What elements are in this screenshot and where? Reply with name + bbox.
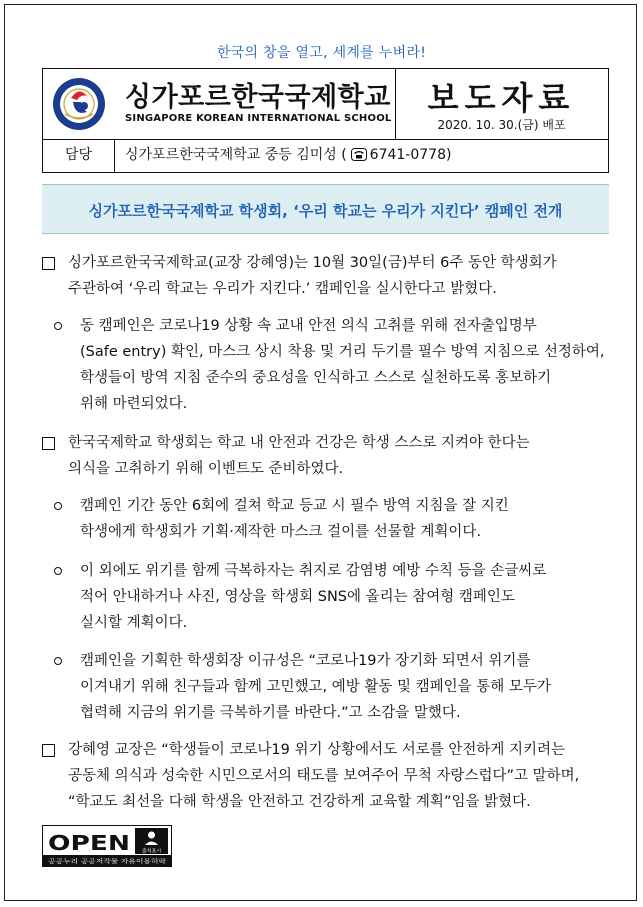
school-name-korean: 싱가포르한국국제학교 — [125, 82, 391, 113]
square-bullet-icon — [42, 744, 55, 757]
paragraph-line: 공동체 의식과 성숙한 시민으로서의 태도를 보여주어 무척 자랑스럽다”고 말하며, — [68, 768, 580, 784]
circle-bullet-icon — [54, 657, 62, 665]
school-name-english: SINGAPORE KOREAN INTERNATIONAL SCHOOL — [125, 113, 392, 124]
paragraph-line: 캠페인 기간 동안 6회에 걸쳐 학교 등교 시 필수 방역 지침을 잘 지킨 — [80, 498, 509, 514]
open-license-brand: OPEN — [48, 831, 130, 855]
paragraph-5 — [80, 558, 546, 636]
headline: 싱가포르한국국제학교 학생회, ‘우리 학교는 우리가 지킨다’ 캠페인 전개 — [88, 202, 563, 220]
paragraph-line: 적어 안내하거나 사진, 영상을 학생회 SNS에 올리는 참여형 캠페인도 — [80, 589, 515, 605]
contact-label: 담당 — [43, 139, 115, 172]
paragraph-line: 싱가포르한국국제학교(교장 강혜영)는 10월 30일(금)부터 6주 동안 학생회가 — [68, 255, 557, 271]
circle-bullet-icon — [54, 502, 62, 510]
paragraph-line: 강혜영 교장은 “학생들이 코로나19 위기 상황에서도 서로를 안전하게 지키려는 — [68, 742, 566, 758]
paragraph-line: 주관하여 ‘우리 학교는 우리가 지킨다.’ 캠페인을 실시한다고 밝혔다. — [68, 281, 497, 297]
paragraph-line: 협력해 지금의 위기를 극복하기를 바란다.”고 소감을 말했다. — [80, 705, 461, 721]
paragraph-1 — [68, 250, 557, 302]
paragraph-line: 동 캠페인은 코로나19 상황 속 교내 안전 의식 고취를 위해 전자출입명부 — [80, 318, 537, 334]
release-date: 2020. 10. 30.(금) 배포 — [437, 118, 566, 132]
square-bullet-icon — [42, 257, 55, 270]
contact-row — [43, 139, 608, 172]
paragraph-line: 실시할 계획이다. — [80, 615, 188, 631]
school-name-cell — [115, 69, 396, 139]
contact-phone: 6741-0778) — [369, 147, 452, 163]
open-license-caption: 공공누리 공공저작물 자유이용허락 — [48, 858, 139, 866]
circle-bullet-icon — [54, 567, 62, 575]
paragraph-line: 학생에게 학생회가 기획·제작한 마스크 걸이를 선물할 계획이다. — [80, 524, 482, 540]
paragraph-3 — [68, 430, 530, 482]
circle-bullet-icon — [54, 322, 62, 330]
logo-cell — [43, 69, 115, 139]
press-release-cell — [395, 69, 608, 139]
square-bullet-icon — [42, 437, 55, 450]
paragraph-2 — [80, 313, 604, 417]
paragraph-line: (Safe entry) 확인, 마스크 상시 착용 및 거리 두기를 필수 방역 지침으로 선정하여, — [80, 344, 605, 360]
paragraph-line: 위해 마련되었다. — [80, 396, 188, 412]
paragraph-6 — [80, 648, 551, 726]
contact-info — [125, 139, 451, 172]
contact-person: 싱가포르한국국제학교 중등 김미성 ( — [125, 147, 347, 163]
paragraph-4 — [80, 493, 509, 545]
press-release-title: 보도자료 — [427, 79, 576, 117]
header-table — [42, 68, 609, 173]
school-logo — [51, 76, 107, 132]
headline-box — [42, 184, 609, 234]
open-license-logo — [42, 825, 172, 867]
phone-icon — [351, 141, 367, 174]
paragraph-line: 의식을 고취하기 위해 이벤트도 준비하였다. — [68, 461, 344, 477]
slogan: 한국의 창을 열고, 세계를 누벼라! — [216, 45, 427, 61]
paragraph-line: 이 외에도 위기를 함께 극복하자는 취지로 감염병 예방 수칙 등을 손글씨로 — [80, 563, 547, 579]
paragraph-line: “학교도 최선을 다해 학생을 안전하고 건강하게 교육할 계획”임을 밝혔다. — [68, 794, 531, 810]
paragraph-line: 한국국제학교 학생회는 학교 내 안전과 건강은 학생 스스로 지켜야 한다는 — [68, 435, 530, 451]
paragraph-line: 이겨내기 위해 친구들과 함께 고민했고, 예방 활동 및 캠페인을 통해 모두가 — [80, 679, 551, 695]
paragraph-line: 캠페인을 기획한 학생회장 이규성은 “코로나19가 장기화 되면서 위기를 — [80, 653, 531, 669]
header-top-row — [43, 69, 608, 140]
paragraph-line: 학생들이 방역 지침 준수의 중요성을 인식하고 스스로 실천하도록 홍보하기 — [80, 370, 552, 386]
open-license-badge: 출처표시 — [141, 848, 162, 855]
paragraph-7 — [68, 737, 579, 815]
